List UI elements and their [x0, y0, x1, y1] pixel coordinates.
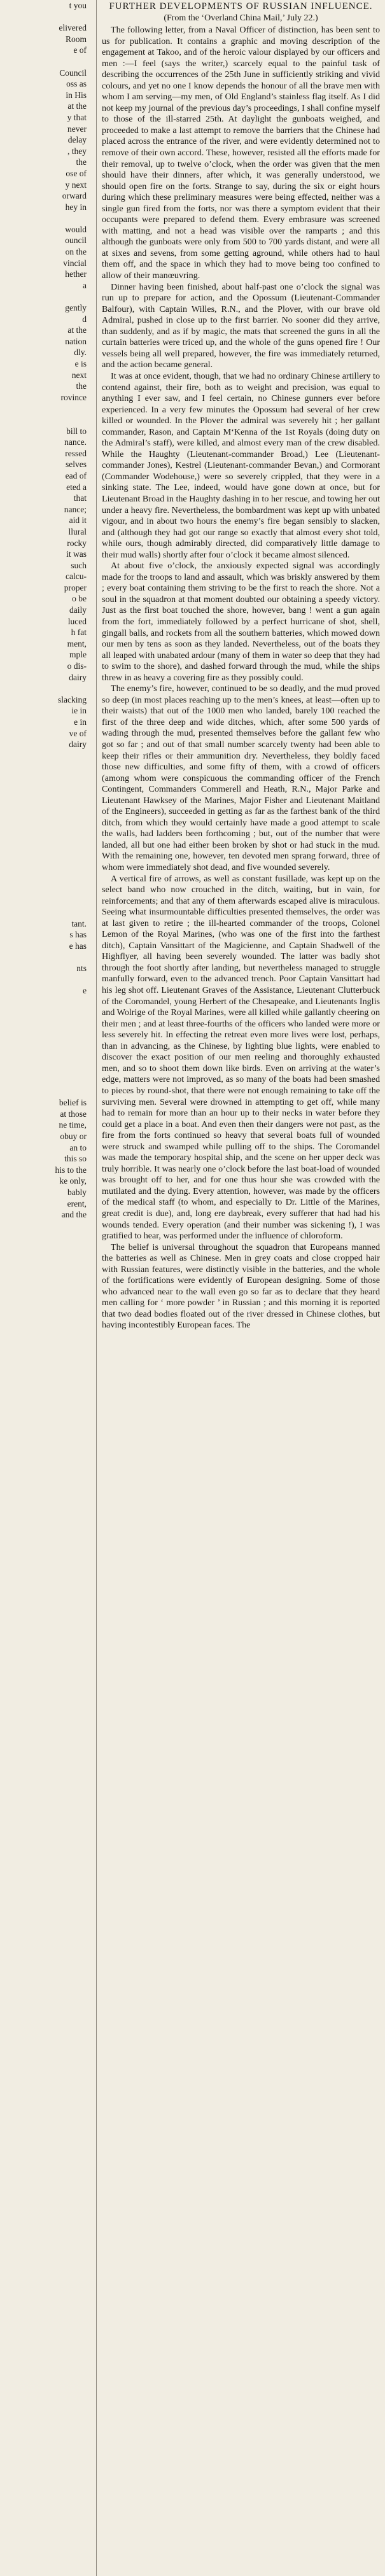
adjacent-column-line — [0, 1075, 95, 1086]
adjacent-column-line: a — [83, 280, 87, 290]
adjacent-column-line: e is — [74, 359, 87, 368]
adjacent-column-line: ment, — [67, 638, 87, 648]
article-paragraph: The enemy’s fire, however, continued to be so deadly, and the mud proved so deep (in most places reaching up to the men’s knees, at least—often up to their waists) that out of the 1000 men who landed, barely 100 reached the first of the three deep and wide ditches, which, after some 500 yards of wading through the mud, presented themselves before the gallant few who got so far ; and out of that small number scarcely twenty had been able to keep their rifles or their ammunition dry. Nevertheless, they boldly faced those new difficulties, and some fifty of them, with a crowd of officers (among whom were conspicuous the commanding officer of the French Contingent, Commanders Commerell and Heath, R.N., Major Parke and Lieutenant Hawksey of the Marines, Major Fisher and Lieutenant Maitland of the Engineers), succeeded in getting as far as the farthest bank of the third ditch, from which they would certainly have made a good attempt to scale the walls, had ladders been forthcoming ; but, out of the number that were landed, all but one had either been broken by shot or had stuck in the mud. With the remaining one, however, ten devoted men sprang forward, three of whom were immediately shot dead, and five wounded severely. — [102, 683, 380, 873]
article-paragraph: Dinner having been finished, about half-past one o’clock the signal was run up to prepare for action, and the Opossum (Lieutenant-Commander Balfour), with Captain Willes, R.N., and the Plover, with our brave old Admiral, pushed in close up to the first barrier. No sooner did they arrive, than suddenly, and as if by magic, the mats that screened the guns in all the curtain batteries were triced up, and the whole of the guns opened fire ! Our vessels being all well prepared, however, the fire was immediately returned, and the action became general. — [102, 281, 380, 370]
adjacent-column-line — [0, 1063, 95, 1075]
adjacent-column-line — [0, 896, 95, 907]
adjacent-column-line: hether — [65, 269, 87, 279]
adjacent-column-line — [0, 862, 95, 874]
adjacent-column-line: on the — [65, 247, 87, 257]
adjacent-column-line: ne time, — [59, 1120, 87, 1130]
adjacent-column-line — [0, 761, 95, 773]
adjacent-column-line — [0, 873, 95, 885]
adjacent-column-line: daily — [69, 605, 87, 615]
adjacent-column-line: at the — [67, 101, 87, 111]
adjacent-column-line: next — [71, 370, 87, 380]
adjacent-column-line — [0, 1041, 95, 1053]
adjacent-column-line — [0, 997, 95, 1008]
adjacent-column-line — [0, 750, 95, 762]
adjacent-column-line: this so — [64, 1154, 87, 1164]
adjacent-column-line: o dis- — [67, 661, 87, 671]
adjacent-column-line: e in — [74, 717, 87, 727]
adjacent-column-line — [0, 683, 95, 694]
adjacent-column-line — [0, 1007, 95, 1019]
adjacent-column-line: y next — [65, 179, 87, 190]
adjacent-column-line: e has — [69, 941, 87, 951]
column-rule — [96, 0, 97, 2576]
article-paragraph: It was at once evident, though, that we had no ordinary Chinese artillery to contend against, their fire, both as to weight and precision, was equal to anything I ever saw, and I feel certain, no Chinese gunners ever before experienced. In a very few minutes the Opossum had several of her crew killed or wounded. In the Plover the admiral was severely hit ; her gallant commander, Rason, and Captain M‘Kenna of the 1st Royals (doing duty on the Admiral’s staff), were killed, and almost every man of the crew disabled. While the Haughty (Lieutenant-commander Broad,) Lee (Lieutenant-commander Jones), Kestrel (Lieutenant-commander Bevan,) and Cormorant (Commander Wodehouse,) were so severely crippled, that they were in a sinking state. The Lee, indeed, would have gone down at once, but for Lieutenant Broad in the Haughty dashing in to her rescue, and towing her out under a heavy fire. Nevertheless, the bombardment was kept up with unbated vigour, and in about two hours the enemy’s fire began sensibly to slacken, and (although they had got our range so exactly that almost every shot told, while ours, though admirably directed, did comparatively little damage to their mud walls) shortly after four o’clock it became almost silenced. — [102, 370, 380, 560]
adjacent-column-line: d — [82, 314, 87, 324]
adjacent-column-line: at those — [60, 1109, 87, 1119]
adjacent-column-line — [0, 1030, 95, 1042]
adjacent-column-line: ose of — [66, 168, 87, 178]
adjacent-column-line: nts — [76, 963, 87, 974]
adjacent-column-line: such — [71, 560, 87, 570]
adjacent-column-line: the — [76, 381, 87, 391]
adjacent-column-line: hey in — [65, 202, 87, 212]
adjacent-column-line — [0, 784, 95, 795]
adjacent-column-line: it was — [66, 549, 87, 559]
adjacent-column-line — [0, 213, 95, 224]
adjacent-column-line — [0, 806, 95, 818]
adjacent-column-line — [0, 56, 95, 67]
adjacent-column-line — [0, 829, 95, 840]
adjacent-column-line — [0, 291, 95, 302]
adjacent-column-line: gently — [65, 303, 87, 313]
adjacent-column-line: at the — [67, 325, 87, 335]
article-paragraph: The belief is universal throughout the squadron that Europeans manned the batteries as well as Chinese. Men in grey coats and close cropped hair with Russian features, were distinctly visible in the batteries, and the whole of the fortifications were evidently of European designing. Some of those who advanced near to the wall even go so far as to declare that they heard men calling for ‘ more powder ’ in Russian ; and this morning it is reported that two dead bodies floated out of the river dressed in Chinese clothes, but having incontestibly European faces. The — [102, 1242, 380, 1331]
adjacent-column-line: dairy — [69, 672, 87, 682]
adjacent-column-line: in His — [66, 90, 87, 100]
adjacent-column-line — [0, 1231, 95, 1243]
adjacent-column-line — [0, 11, 95, 23]
adjacent-column-line: Room — [65, 34, 87, 44]
adjacent-column-line: an to — [69, 1142, 87, 1152]
adjacent-column-line: rovince — [60, 392, 87, 402]
adjacent-column-line — [0, 1053, 95, 1064]
adjacent-column-line: h fat — [71, 627, 87, 638]
adjacent-column-line: ead of — [65, 470, 87, 480]
adjacent-column-line: eted a — [66, 482, 87, 492]
adjacent-column-line: delay — [67, 135, 87, 145]
adjacent-column-line — [0, 414, 95, 426]
adjacent-column-line: t you — [69, 1, 87, 10]
adjacent-column-line — [0, 773, 95, 784]
adjacent-column-line: the — [76, 157, 87, 167]
adjacent-column-line: nance; — [64, 504, 87, 514]
adjacent-column-line: ve of — [69, 728, 87, 738]
adjacent-column-line: orward — [62, 191, 87, 201]
article-body — [102, 25, 380, 1331]
adjacent-column-line: obuy or — [60, 1131, 87, 1141]
adjacent-column-line — [0, 840, 95, 851]
adjacent-column-line: ouncil — [65, 235, 87, 246]
adjacent-column-line: e of — [73, 45, 87, 55]
article-paragraph: A vertical fire of arrows, as well as constant fusillade, was kept up on the select band who now crouched in the ditch, waiting, but in vain, for reinforcements; and that any of them afterwards escaped alive is miraculous. Seeing what insurmountable difficulties presented themselves, the order was at last given to retire ; the ill-hearted commander of the troops, Colonel Lemon of the Royal Marines, (who was one of the first into the farthest ditch), Captain Vansittart of the Magicienne, and Captain Shadwell of the Highflyer, all having been severely wounded. The latter was badly shot through the foot shortly after landing, but nevertheless managed to struggle manfully forward, even to the advanced trench. Poor Captain Vansittart had his leg shot off. Lieutenant Graves of the Assistance, Lieutenant Clutterbuck of the Coromandel, young Herbert of the Chesapeake, and Lieutenants Inglis and Wolrige of the Royal Marines, were all killed while gallantly cheering on their men ; and at least three-fourths of the officers who landed were more or less severely hit. In effecting the retreat even more lives were lost, perhaps, than in advancing, as the Chinese, by lighting blue lights, were enabled to discover the exact position of our men reeling and thoroughly exhausted men, and so to shoot them down like birds. Even on arriving at the water’s edge, matters were not improved, as so many of the boats had been smashed to pieces by round-shot, that there were not enough remaining to take off the surviving men. Several were drowned in attempting to get off, while many had to remain for more than an hour up to their necks in water before they could get a place in a boat. And even then their dangers were not past, as the fire from the forts continued so heavy that several boats full of wounded were struck and swamped while pulling off to the ships. The Coromandel was made the temporary hospital ship, and the scene on her upper deck was truly horrible. It was nearly one o’clock before the last boat-load of wounded was brought off to her, and for one thus hour she was crowded with the mutilated and the dying. Every attention, however, was made by the officers of the medical staff (to whom, and especially to Dr. Little of the Marines, great credit is due), and, long ere daybreak, every sufferer that had had his wounds tended. Every operation (and their number was sickening !), I was gratified to hear, was performed under the influence of chloroform. — [102, 873, 380, 1242]
adjacent-column-line: , they — [67, 146, 87, 156]
source-line: (From the ‘Overland China Mail,’ July 22.) — [164, 13, 318, 23]
adjacent-column-line: ke only, — [59, 1176, 87, 1186]
adjacent-column-line — [0, 1243, 95, 1254]
adjacent-column-line: Council — [59, 67, 87, 78]
adjacent-column-line: selves — [66, 459, 87, 470]
adjacent-column-line: bill to — [66, 426, 87, 436]
adjacent-column-line: rocky — [67, 538, 87, 548]
adjacent-column-line: mple — [69, 650, 87, 660]
adjacent-column-line: his to the — [55, 1165, 87, 1175]
adjacent-column-line: o be — [72, 594, 87, 604]
adjacent-column-fragment — [0, 0, 95, 2576]
adjacent-column-line — [0, 817, 95, 829]
adjacent-column-line: elivered — [59, 23, 87, 33]
adjacent-column-line — [0, 1019, 95, 1030]
adjacent-column-line: that — [73, 493, 87, 503]
adjacent-column-line: tant. — [71, 918, 87, 928]
adjacent-column-line — [0, 1221, 95, 1232]
adjacent-column-line: slacking — [58, 694, 87, 704]
adjacent-column-line: llural — [68, 526, 87, 536]
adjacent-column-line: belief is — [59, 1098, 87, 1108]
headline: FURTHER DEVELOPMENTS OF RUSSIAN INFLUENCE. — [109, 1, 373, 11]
adjacent-column-line — [0, 885, 95, 896]
article-paragraph: The following letter, from a Naval Officer of distinction, has been sent to us for publication. It contains a graphic and moving description of the engagement at Takoo, and of the heroic valour displayed by our officers and men :—I feel (says the writer,) scarcely equal to the painful task of describing the occurrences of the 25th June in sufficiently striking and vivid colours, and yet no one I know depends the honour of all the brave men with whom I am serving—my men, of Old England’s stainless flag itself. As I did not keep my journal of the previous day’s proceedings, I shall confine myself to those of the ill-starred 25th. At daylight the gunboats weighed, and proceeded to make a last attempt to remove the barriers that the Chinese had placed across the entrance of the river, and were evidently determined not to remove of their own accord. These, however, resisted all the efforts made for their removal, up to twelve o’clock, when the order was given that the men should have their dinners, after which, it was generally understood, we should open fire on the forts. Strange to say, during the six or eight hours during which these preliminary measures were being effected, neither was a single gun fired from the forts, nor was there a symptom evident that their occupants were prepared to defend them. Every embrasure was screened with matting, and not a head was visible over the ramparts ; and this although the gunboats were only from 500 to 700 yards distant, and were all at sixes and sevens, from some getting aground, while others had to haul them off, and the space in which they had to move being too confined to allow of their manœuvring. — [102, 25, 380, 281]
adjacent-column-line: aid it — [69, 515, 87, 526]
adjacent-column-line: would — [65, 224, 87, 234]
adjacent-column-line — [0, 974, 95, 986]
adjacent-column-line: e — [83, 986, 87, 996]
adjacent-column-line — [0, 907, 95, 918]
adjacent-column-line — [0, 795, 95, 806]
adjacent-column-line: and the — [61, 1210, 87, 1220]
adjacent-column-line: ressed — [65, 448, 87, 458]
adjacent-column-line — [0, 851, 95, 862]
adjacent-column-line: erent, — [67, 1198, 87, 1208]
adjacent-column-line: vincial — [63, 258, 87, 268]
adjacent-column-line: calcu- — [66, 571, 87, 582]
adjacent-column-line: bably — [67, 1187, 87, 1197]
article — [102, 1, 380, 2575]
adjacent-column-line: dly. — [74, 347, 87, 358]
adjacent-column-line: dairy — [69, 739, 87, 750]
adjacent-column-line — [0, 1086, 95, 1098]
adjacent-column-line: nance. — [64, 437, 87, 447]
adjacent-column-line: never — [67, 123, 87, 134]
adjacent-column-line: nation — [65, 336, 87, 346]
adjacent-column-line: proper — [64, 582, 87, 592]
adjacent-column-line — [0, 403, 95, 414]
article-paragraph: At about five o’clock, the anxiously expected signal was accordingly made for the troops to land and assault, which was briskly answered by them ; every boat containing them striving to be the first to reach the shore. Not a soul in the squadron at that moment doubted our obtaining a speedy victory. Just as the first boat touched the shore, however, bang ! went a gun again from the fort, immediately followed by a perfect hurricane of shot, shell, gingall balls, and rockets from all the southern batteries, which mowed down our men by tens as soon as they landed. Nevertheless, out of the boats they all leaped with unabated ardour (many of them in water so deep that they had to swim to the shore), and dashed forward through the mud, while the ships threw in as heavy a covering fire as they possibly could. — [102, 561, 380, 683]
adjacent-column-line: y that — [67, 112, 87, 122]
adjacent-column-line: oss as — [66, 79, 87, 89]
adjacent-column-line: s has — [69, 930, 87, 940]
adjacent-column-line: luced — [67, 616, 87, 626]
adjacent-column-line — [0, 951, 95, 963]
adjacent-column-line: ie in — [71, 706, 87, 716]
